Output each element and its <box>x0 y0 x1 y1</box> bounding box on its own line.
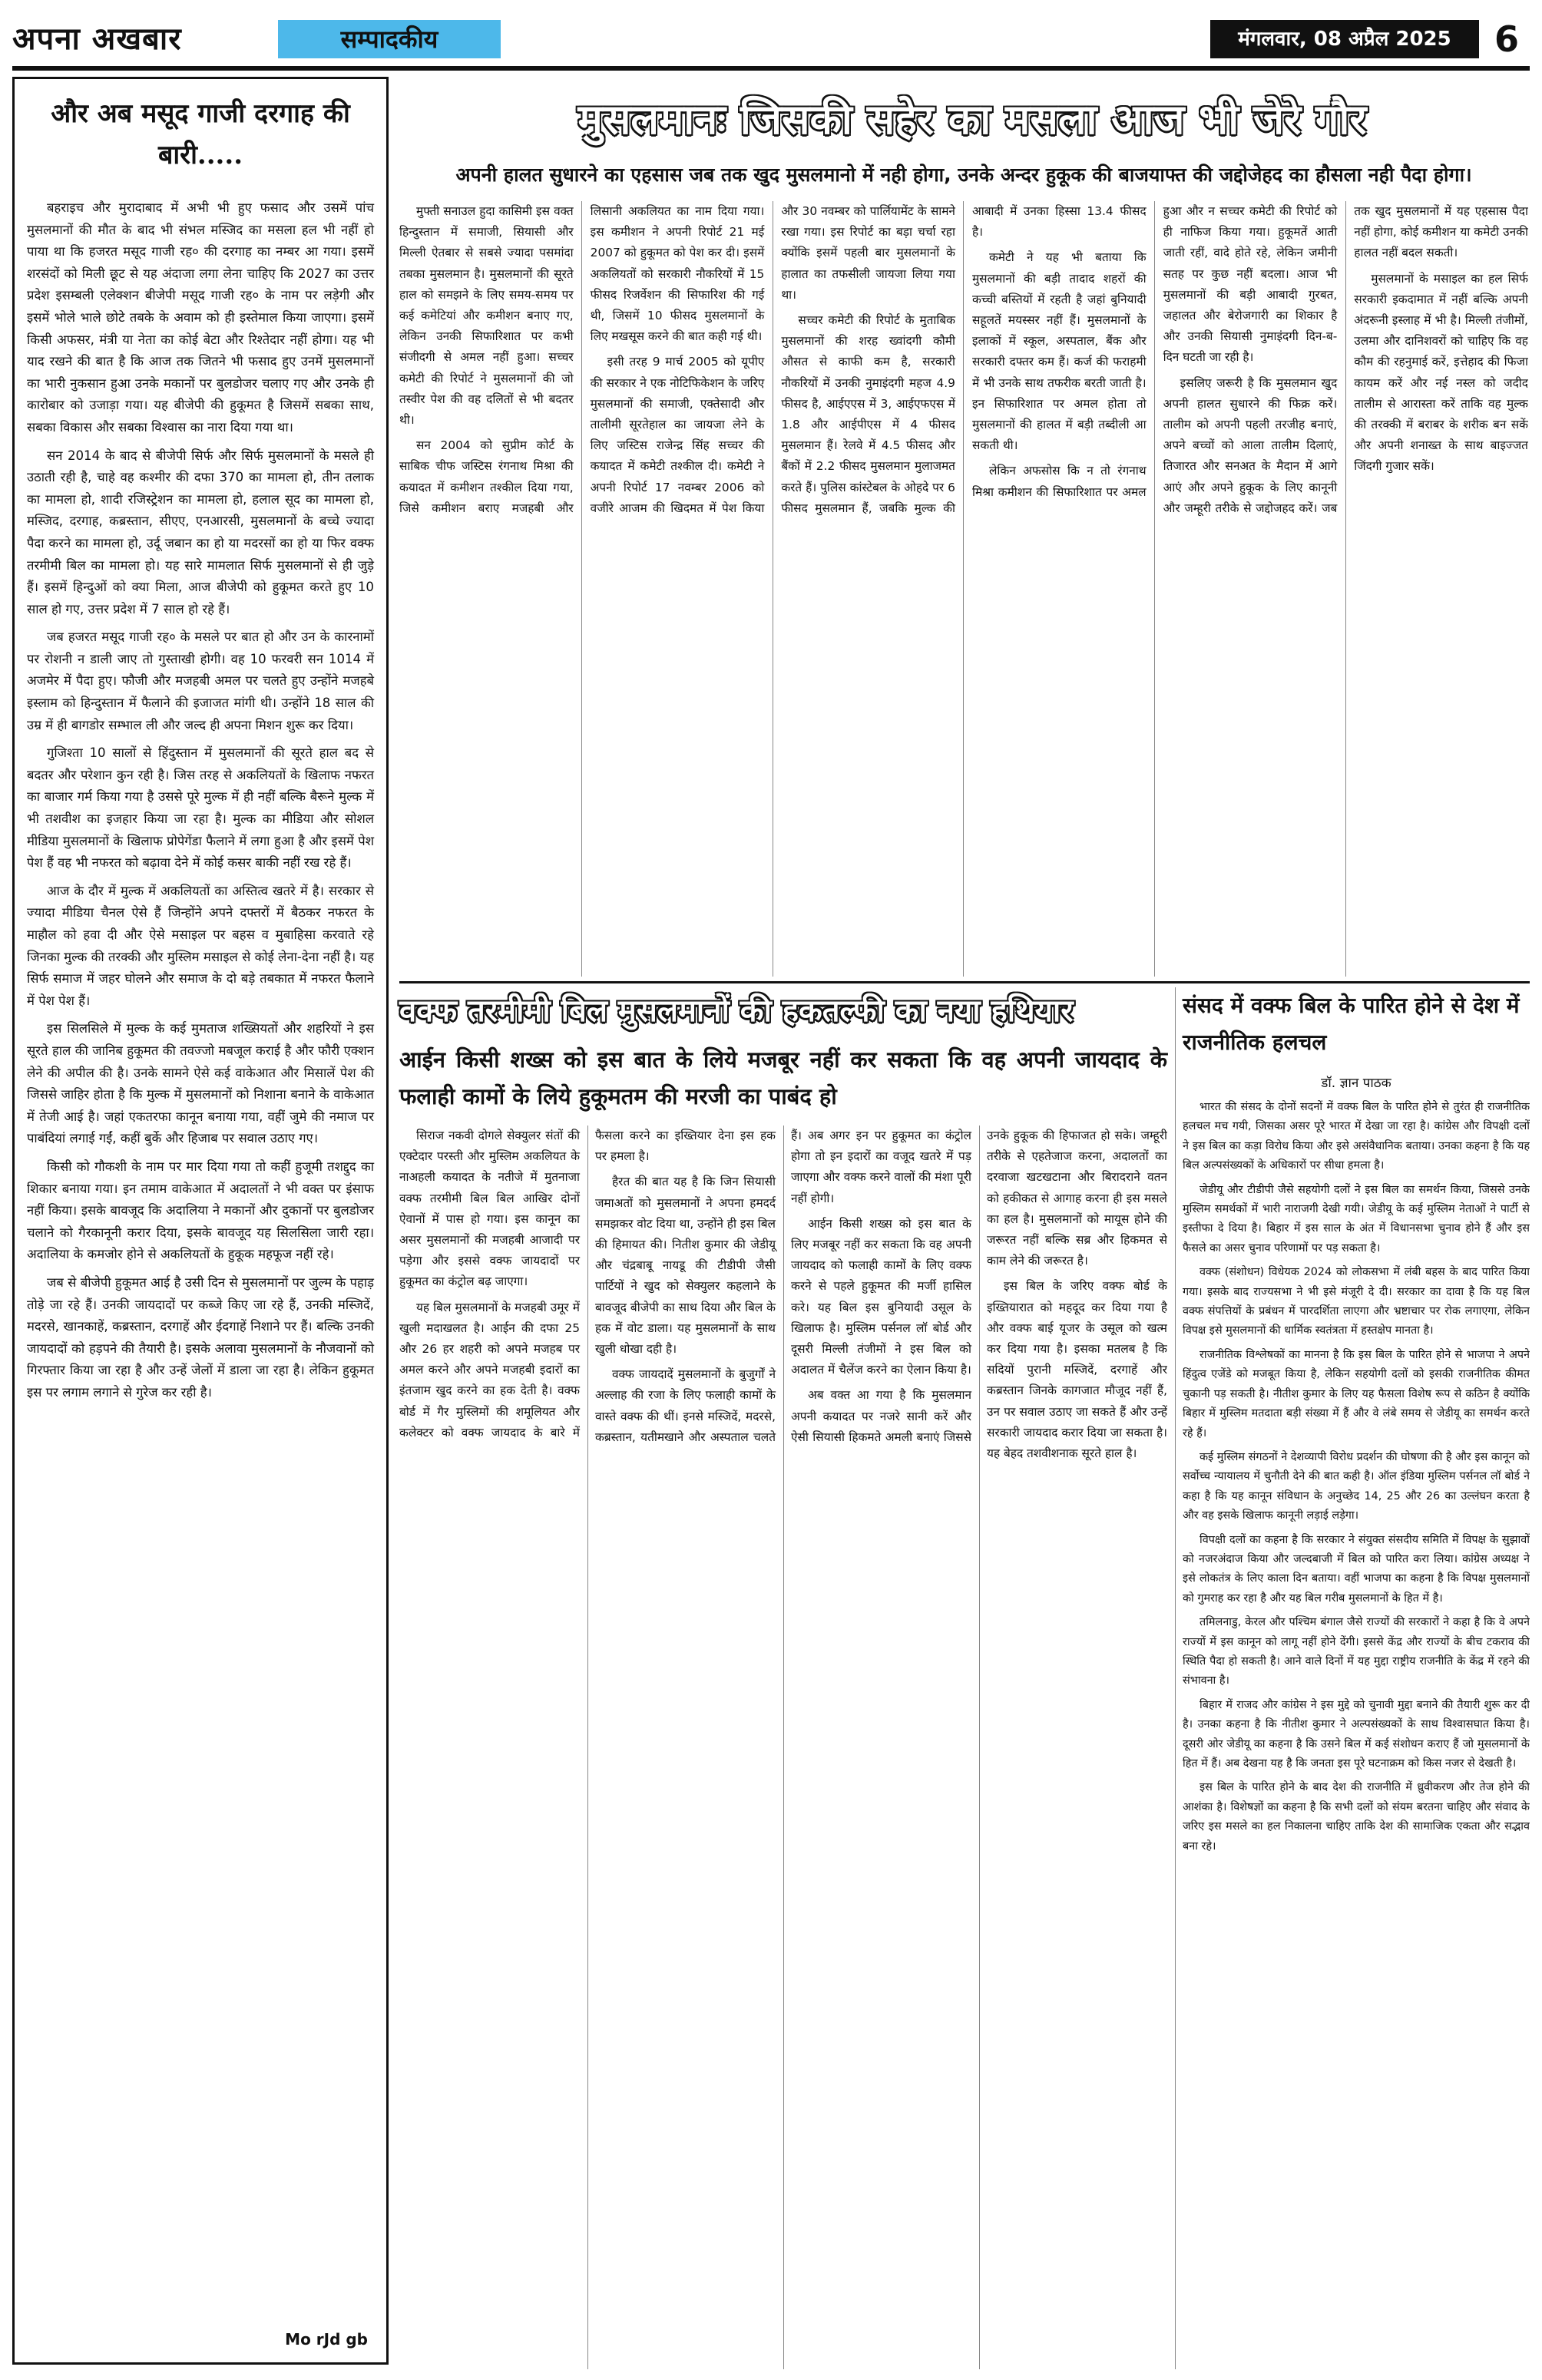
left-paragraph: जब हजरत मसूद गाजी रह० के मसले पर बात हो और उन के कारनामों पर रोशनी न डाली जाए तो गुस्ताखी होगी। वह 10 फरवरी सन 1014 में अजमेर में पैदा हुए। फौजी और मजहबी अमल पर चलते हुए उन्होंने मजहबे इस्लाम को हिन्दुस्तान में फैलाने की इजाजत मांगी थी। उन्होंने 18 साल की उम्र में ही बागडोर सम्भाल ली और जल्द ही अपना मिशन शुरू कर दिया। <box>27 630 374 732</box>
right-paragraph: वक्फ (संशोधन) विधेयक 2024 को लोकसभा में लंबी बहस के बाद पारित किया गया। इसके बाद राज्यसभा ने भी इसे मंजूरी दे दी। सरकार का दावा है कि यह बिल वक्फ संपत्तियों के प्रबंधन में पारदर्शिता लाएगा और भ्रष्टाचार पर रोक लगाएगा, लेकिन विपक्ष इसे मुसलमानों की धार्मिक स्वतंत्रता में हस्तक्षेप मानता है। <box>1183 1266 1530 1337</box>
waqf-paragraph: अब वक्त आ गया है कि मुसलमान अपनी कयादत पर नजरे सानी करें और ऐसी सियासी हिकमते अमली बनाएं जिससे उनके हुकूक की हिफाजत हो सके। जम्हूरी तरीके से एहतेजाज करना, अदालतों का दरवाजा खटखटाना और बिरादराने वतन को हकीकत से आगाह करना ही इस मसले का हल है। मुसलमानों को मायूस होने की जरूरत नहीं बल्कि सब्र और हिकमत से काम लेने की जरूरत है। <box>791 1129 1167 1444</box>
left-paragraph: जब से बीजेपी हुकूमत आई है उसी दिन से मुसलमानों पर जुल्म के पहाड़ तोड़े जा रहे हैं। उनकी जायदादों पर कब्जे किए जा रहे हैं, उनकी मस्जिदें, मदरसे, खानकाहें, कब्रस्तान, दरगाहें और ईदगाहें निशाने पर हैं। बल्कि उनकी जायदादों को हड़पने की तैयारी है। इसके अलावा मुसलमानों के नौजवानों को गिरफ्तार किया जा रहा है और उन्हें जेलों में डाला जा रहा है। लेकिन हुकूमत इस पर लगाम लगाने से गुरेज कर रही है। <box>27 1274 374 1400</box>
right-paragraph: तमिलनाडु, केरल और पश्चिम बंगाल जैसे राज्यों की सरकारों ने कहा है कि वे अपने राज्यों में इस कानून को लागू नहीं होने देंगी। इससे केंद्र और राज्यों के बीच टकराव की स्थिति पैदा हो सकती है। आने वाले दिनों में यह मुद्दा राष्ट्रीय राजनीति के केंद्र में रहने की संभावना है। <box>1183 1616 1530 1687</box>
left-paragraph: किसी को गौकशी के नाम पर मार दिया गया तो कहीं हुजूमी तशद्दुद का शिकार बनाया गया। इन तमाम वाकेआत में अदालतों ने भी वक्त पर इंसाफ नहीं किया। इसके बावजूद कि अदालिया ने मकानों और दुकानों पर बुलडोजर चलाने को गैरकानूनी करार दिया, इसके बावजूद यह सिलसिला जारी रहा। अदालिया के कमजोर होने से अकलियतों के हुकूक महफूज नहीं रहे। <box>27 1159 374 1262</box>
right-article-body <box>1183 1098 1530 2369</box>
left-article-signature: Mo rJd gb <box>285 2330 368 2349</box>
left-paragraph: इस सिलसिले में मुल्क के कई मुमताज शख्सियतों और शहरियों ने इस सूरते हाल की जानिब हुकूमत की तवज्जो मबजूल कराई है और फौरी एक्शन लेने की अपील की है। उनके सामने ऐसे कई वाकेआत और मिसालें पेश की जिससे जाहिर होता है कि मुल्क में मुसलमानों को निशाना बनाने के वाकेआत में तेजी आई है। जहां एकतरफा कानून बनाया गया, वहीं जुमे की नमाज पर पाबंदियां लगाई गईं, कहीं बुर्के और हिजाब पर सवाल उठाए गए। <box>27 1021 374 1146</box>
page-header <box>12 15 1530 69</box>
header-divider <box>12 66 1530 71</box>
waqf-subheadline: आईन किसी शख्स को इस बात के लिये मजबूर नहीं कर सकता कि वह अपनी जायदाद के फलाही कामों के लिये हुकूमतम की मरजी का पाबंद हो <box>399 1046 1167 1109</box>
waqf-paragraph: वक्फ जायदादें मुसलमानों के बुजुर्गों ने अल्लाह की रजा के लिए फलाही कामों के वास्ते वक्फ की थीं। इनसे मस्जिदें, मदरसे, कब्रस्तान, यतीमखाने और अस्पताल चलते हैं। अब अगर इन पर हुकूमत का कंट्रोल होगा तो इन इदारों का वजूद खतरे में पड़ जाएगा और वक्फ करने वालों की मंशा पूरी नहीं होगी। <box>595 1129 971 1444</box>
main-paragraph: कमेटी ने यह भी बताया कि मुसलमानों की बड़ी तादाद शहरों की कच्ची बस्तियों में रहती है जहां बुनियादी सहूलतें मयस्सर नहीं हैं। मुसलमानों के इलाकों में स्कूल, अस्पताल, बैंक और सरकारी दफ्तर कम हैं। कर्ज की फराहमी में भी उनके साथ तफरीक बरती जाती है। इन सिफारिशात पर अमल होता तो मुसलमानों की हालत में बड़ी तब्दीली आ सकती थी। <box>971 250 1147 453</box>
section-divider <box>399 981 1530 983</box>
right-paragraph: इस बिल के पारित होने के बाद देश की राजनीति में ध्रुवीकरण और तेज होने की आशंका है। विशेषज्ञों का कहना है कि सभी दलों को संयम बरतना चाहिए और संवाद के जरिए इस मसले का हल निकालना चाहिए ताकि देश की सामाजिक एकता और सद्भाव बना रहे। <box>1183 1781 1530 1853</box>
right-paragraph: बिहार में राजद और कांग्रेस ने इस मुद्दे को चुनावी मुद्दा बनाने की तैयारी शुरू कर दी है। उनका कहना है कि नीतीश कुमार ने अल्पसंख्यकों के साथ विश्वासघात किया है। दूसरी ओर जेडीयू का कहना है कि उसने बिल में कई संशोधन कराए हैं जो मुसलमानों के हित में हैं। अब देखना यह है कि जनता इस पूरे घटनाक्रम को किस नजर से देखती है। <box>1183 1698 1530 1770</box>
waqf-article-body <box>399 1126 1167 2369</box>
left-paragraph: सन 2014 के बाद से बीजेपी सिर्फ और सिर्फ मुसलमानों के मसले ही उठाती रही है, चाहे वह कश्मीर की दफा 370 का मामला हो, तीन तलाक का मामला हो, शादी रजिस्ट्रेशन का मामला हो, हलाल सूद का मामला हो, मस्जिद, दरगाह, कब्रस्तान, सीएए, एनआरसी, मुसलमानों के बच्चे ज्यादा पैदा करने का मामला हो, उर्दू जबान का हो या मदरसों का हो या फिर वक्फ तरमीमी बिल का मामला हो। यह सारे मामलात सिर्फ मुसलमानों से ही जुड़े हैं। इसमें हिन्दुओं को क्या मिला, आज बीजेपी को हुकूमत करते हुए 10 साल हो गए, उत्तर प्रदेश में 7 साल हो रहे हैं। <box>27 448 374 616</box>
main-article-body <box>399 201 1528 977</box>
waqf-paragraph: इस बिल के जरिए वक्फ बोर्ड के इख्तियारात को महदूद कर दिया गया है और वक्फ बाई यूजर के उसूल को खत्म कर दिया गया है। इसका मतलब है कि सदियों पुरानी मस्जिदें, दरगाहें और कब्रस्तान जिनके कागजात मौजूद नहीं हैं, उन पर सवाल उठाए जा सकते हैं और उन्हें सरकारी जायदाद करार दिया जा सकता है। यह बेहद तशवीशनाक सूरते हाल है। <box>987 1279 1167 1461</box>
waqf-headline: वक्फ तरमीमी बिल मुसलमानों की हकतल्फी का नया हथियार <box>399 993 1074 1029</box>
left-article-body <box>27 197 374 1403</box>
waqf-paragraph: सिराज नकवी दोगले सेक्युलर संतों की एक्टेदार परस्ती और मुस्लिम अकलियत के नाअहली कयादत के नतीजे में मुतनाजा वक्फ तरमीमी बिल बिल आखिर दोनों ऐवानों में पास हो गया। इस कानून का असर मुसलमानों की मजहबी आजादी पर पड़ेगा और इससे वक्फ जायदादों पर हुकूमत का कंट्रोल बढ़ जाएगा। <box>399 1129 580 1289</box>
main-headline: मुसलमानः जिसकी सहेर का मसला आज भी जेरे गौर <box>577 95 1367 144</box>
main-paragraph: सन 2004 को सुप्रीम कोर्ट के साबिक चीफ जस्टिस रंगनाथ मिश्रा की कयादत में कमीशन तश्कील दिया गया, जिसे कमीशन बराए मजहबी और लिसानी अकलियत का नाम दिया गया। इस कमीशन ने अपनी रिपोर्ट 21 मई 2007 को हुकूमत को पेश कर दी। इसमें अकलियतों को सरकारी नौकरियों में 15 फीसद रिजर्वेशन की सिफारिश की गई थी, जिसमें 10 फीसद मुसलमानों के लिए मखसूस करने की बात कही गई थी। <box>399 204 765 515</box>
right-paragraph: विपक्षी दलों का कहना है कि सरकार ने संयुक्त संसदीय समिति में विपक्ष के सुझावों को नजरअंदाज किया और जल्दबाजी में बिल को पारित करा लिया। कांग्रेस अध्यक्ष ने इसे लोकतंत्र के लिए काला दिन बताया। वहीं भाजपा का कहना है कि विपक्ष मुसलमानों को गुमराह कर रहा है और यह बिल गरीब मुसलमानों के हित में है। <box>1183 1533 1530 1605</box>
main-subheadline: अपनी हालत सुधारने का एहसास जब तक खुद मुसलमानो में नही होगा, उनके अन्दर हुकूक की बाजयाफ्त की जद्दोजेहद का हौसला नही पैदा होगा। <box>455 164 1472 186</box>
page-number: 6 <box>1494 18 1519 60</box>
left-paragraph: बहराइच और मुरादाबाद में अभी भी हुए फसाद और उसमें पांच मुसलमानों की मौत के बाद भी संभल मस्जिद का मसला हल भी नहीं हो पाया था कि हजरत मसूद गाजी रह० की दरगाह का नम्बर आ गया। इसमें शरसंदों को मिली छूट से यह अंदाजा लगा लेना चाहिए कि 2027 का उत्तर प्रदेश इसम्बली एलेक्शन बीजेपी मसूद गाजी रह० के नाम पर लड़ेगी और इसमें भोले भाले छोटे तबके के अवाम को ही इस्तेमाल किया जाएगा। इसमें किसी अफसर, मंत्री या नेता का कोई बेटा और रिश्तेदार नहीं होगा। यह भी याद रखने की बात है कि आज तक जितने भी फसाद हुए उनमें मुसलमानों का भारी नुकसान हुआ उनके मकानों पर बुलडोजर चलाए गए और उनके ही कारोबार को उजाड़ा गया। यह बीजेपी की हुकूमत है जिसमें सबका साथ, सबका विकास और सबका विश्वास का नारा दिया गया था। <box>27 200 374 435</box>
main-paragraph: मुफ्ती सनाउल हुदा कासिमी इस वक्त हिन्दुस्तान में समाजी, सियासी और मिल्ली ऐतबार से सबसे ज्यादा पसमांदा तबका मुसलमान है। मुसलमानों की सूरते हाल को समझने के लिए समय-समय पर कई कमेटियां और कमीशन बनाए गए, लेकिन उनकी सिफारिशात पर कभी संजीदगी से अमल नहीं हुआ। सच्चर कमेटी की रिपोर्ट ने मुसलमानों की जो तस्वीर पेश की वह दलितों से भी बदतर थी। <box>399 204 574 428</box>
left-paragraph: आज के दौर में मुल्क में अकलियतों का अस्तित्व खतरे में है। सरकार से ज्यादा मीडिया चैनल ऐसे हैं जिन्होंने अपने दफ्तरों में बैठकर नफरत के माहौल को हवा दी और ऐसे मसाइल पर बहस व मुबाहिसा करवाते रहे जिनका मुल्क की तरक्की और मुस्लिम मसाइल से कोई लेना-देना नहीं है। यह सिर्फ समाज में जहर घोलने और समाज के दो बड़े तबकात में नफरत फैलाने में पेश पेश हैं। <box>27 883 374 1008</box>
column-divider <box>1175 987 1176 2369</box>
right-paragraph: जेडीयू और टीडीपी जैसे सहयोगी दलों ने इस बिल का समर्थन किया, जिससे उनके मुस्लिम समर्थकों में भारी नाराजगी देखी गयी। जेडीयू के कई मुस्लिम नेताओं ने पार्टी से इस्तीफा दे दिया है। बिहार में इस साल के अंत में विधानसभा चुनाव होने हैं और इस फैसले का असर चुनाव परिणामों पर पड़ सकता है। <box>1183 1183 1530 1254</box>
main-paragraph: सच्चर कमेटी की रिपोर्ट के मुताबिक मुसलमानों की शरह ख्वांदगी कौमी औसत से काफी कम है, सरकारी नौकरियों में उनकी नुमाइंदगी महज 4.9 फीसद है, आईएएस में 3, आईएफएस में 1.8 और आईपीएस में 4 फीसद मुसलमान हैं। रेलवे में 4.5 फीसद और बैंकों में 2.2 फीसद मुसलमान मुलाजमत करते हैं। पुलिस कांस्टेबल के ओहदे पर 6 फीसद मुसलमान हैं, जबकि मुल्क की आबादी में उनका हिस्सा 13.4 फीसद है। <box>781 204 1147 515</box>
right-headline: संसद में वक्फ बिल के पारित होने से देश में राजनीतिक हलचल <box>1183 993 1520 1055</box>
right-paragraph: भारत की संसद के दोनों सदनों में वक्फ बिल के पारित होने से तुरंत ही राजनीतिक हलचल मच गयी, जिसका असर पूरे भारत में देखा जा रहा है। कांग्रेस और विपक्षी दलों ने इस बिल का कड़ा विरोध किया और इसे असंवैधानिक बताया। उनका कहना है कि यह बिल अल्पसंख्यकों के अधिकारों पर सीधा हमला है। <box>1183 1101 1530 1172</box>
waqf-paragraph: यह बिल मुसलमानों के मजहबी उमूर में खुली मदाखलत है। आईन की दफा 25 और 26 हर शहरी को अपने मजहब पर अमल करने और अपने मजहबी इदारों का इंतजाम खुद करने का हक देती है। वक्फ बोर्ड में गैर मुस्लिमों की शमूलियत और कलेक्टर को वक्फ जायदाद के बारे में फैसला करने का इख्तियार देना इस हक पर हमला है। <box>399 1129 776 1440</box>
main-paragraph: इसलिए जरूरी है कि मुसलमान खुद अपनी हालत सुधारने की फिक्र करें। तालीम को अपनी पहली तरजीह बनाएं, अपने बच्चों को आला तालीम दिलाएं, तिजारत और सनअत के मैदान में आगे आएं और अपने हुकूक के लिए कानूनी और जम्हूरी तरीके से जद्दोजहद करें। जब तक खुद मुसलमानों में यह एहसास पैदा नहीं होगा, कोई कमीशन या कमेटी उनकी हालत नहीं बदल सकती। <box>1163 204 1528 515</box>
main-paragraph: इसी तरह 9 मार्च 2005 को यूपीए की सरकार ने एक नोटिफिकेशन के जरिए मुसलमानों की समाजी, एक्तेसादी और तालीमी सूरतेहाल का जायजा लेने के लिए जस्टिस राजेन्द्र सिंह सच्चर की कयादत में कमेटी तश्कील दी। कमेटी ने अपनी रिपोर्ट 17 नवम्बर 2006 को वजीरे आजम की खिदमत में पेश किया और 30 नवम्बर को पार्लियामेंट के सामने रखा गया। इस रिपोर्ट का बड़ा चर्चा रहा क्योंकि इसमें पहली बार मुसलमानों के हालात का तफसीली जायजा लिया गया था। <box>590 204 955 515</box>
main-paragraph: लेकिन अफसोस कि न तो रंगनाथ मिश्रा कमीशन की सिफारिशात पर अमल हुआ और न सच्चर कमेटी की रिपोर्ट को ही नाफिज किया गया। हुकूमतें आती जाती रहीं, वादे होते रहे, लेकिन जमीनी सतह पर कुछ नहीं बदला। आज भी मुसलमानों की बड़ी आबादी गुरबत, जहालत और बेरोजगारी का शिकार है और उनकी सियासी नुमाइंदगी दिन-ब-दिन घटती जा रही है। <box>971 204 1338 499</box>
issue-date: मंगलवार, 08 अप्रैल 2025 <box>1210 20 1479 58</box>
newspaper-name: अपना अखबार <box>12 21 182 57</box>
main-paragraph: मुसलमानों के मसाइल का हल सिर्फ सरकारी इकदामात में नहीं बल्कि अपनी अंदरूनी इस्लाह में भी है। मिल्ली तंजीमों, उलमा और दानिशवरों को चाहिए कि वह कौम की रहनुमाई करें, इत्तेहाद की फिजा कायम करें और नई नस्ल को जदीद तालीम से आरास्ता करें ताकि वह मुल्क की तरक्की में बराबर के शरीक बन सकें और अपनी शनाख्त के साथ बाइज्जत जिंदगी गुजार सकें। <box>1354 271 1528 474</box>
left-paragraph: गुजिश्ता 10 सालों से हिंदुस्तान में मुसलमानों की सूरते हाल बद से बदतर और परेशान कुन रही है। जिस तरह से अकलियतों के खिलाफ नफरत का बाजार गर्म किया गया है उससे पूरे मुल्क में ही नहीं बल्कि बैरूने मुल्क में भी तशवीश का इजहार किया जा रहा है। मुल्क का मीडिया और सोशल मीडिया मुसलमानों के खिलाफ प्रोपेगेंडा फैलाने में लगा हुआ है और इसमें पेश पेश हैं वह भी नफरत को बढ़ावा देने में कोई कसर बाकी नहीं रख रहे हैं। <box>27 745 374 871</box>
waqf-paragraph: हैरत की बात यह है कि जिन सियासी जमाअतों को मुसलमानों ने अपना हमदर्द समझकर वोट दिया था, उन्होंने ही इस बिल की हिमायत की। नितीश कुमार की जेडीयू और चंद्रबाबू नायडू की टीडीपी जैसी पार्टियों ने खुद को सेक्युलर कहलाने के बावजूद बीजेपी का साथ दिया और बिल के हक में वोट डाला। यह मुसलमानों के साथ खुली धोखा दही है। <box>595 1175 776 1357</box>
waqf-paragraph: आईन किसी शख्स को इस बात के लिए मजबूर नहीं कर सकता कि वह अपनी जायदाद को फलाही कामों के लिए वक्फ करने से पहले हुकूमत की मर्जी हासिल करे। यह बिल इस बुनियादी उसूल के खिलाफ है। मुस्लिम पर्सनल लॉ बोर्ड और दूसरी मिल्ली तंजीमों ने इस बिल को अदालत में चैलेंज करने का ऐलान किया है। <box>791 1216 971 1377</box>
section-label: सम्पादकीय <box>278 20 501 58</box>
right-article-author: डॉ. ज्ञान पाठक <box>1321 1076 1391 1091</box>
right-paragraph: कई मुस्लिम संगठनों ने देशव्यापी विरोध प्रदर्शन की घोषणा की है और इस कानून को सर्वोच्च न्यायालय में चुनौती देने की बात कही है। ऑल इंडिया मुस्लिम पर्सनल लॉ बोर्ड ने कहा है कि यह कानून संविधान के अनुच्छेद 14, 25 और 26 का उल्लंघन करता है और वह इसके खिलाफ कानूनी लड़ाई लड़ेगा। <box>1183 1450 1530 1522</box>
left-article <box>12 77 389 2365</box>
left-article-headline: और अब मसूद गाजी दरगाह की बारी..... <box>51 98 350 170</box>
right-paragraph: राजनीतिक विश्लेषकों का मानना है कि इस बिल के पारित होने से भाजपा ने अपने हिंदुत्व एजेंडे को मजबूत किया है, लेकिन सहयोगी दलों को इसकी राजनीतिक कीमत चुकानी पड़ सकती है। नीतीश कुमार के लिए यह फैसला विशेष रूप से कठिन है क्योंकि बिहार में मुस्लिम मतदाता बड़ी संख्या में हैं और वे लंबे समय से जेडीयू का समर्थन करते रहे हैं। <box>1183 1348 1530 1440</box>
